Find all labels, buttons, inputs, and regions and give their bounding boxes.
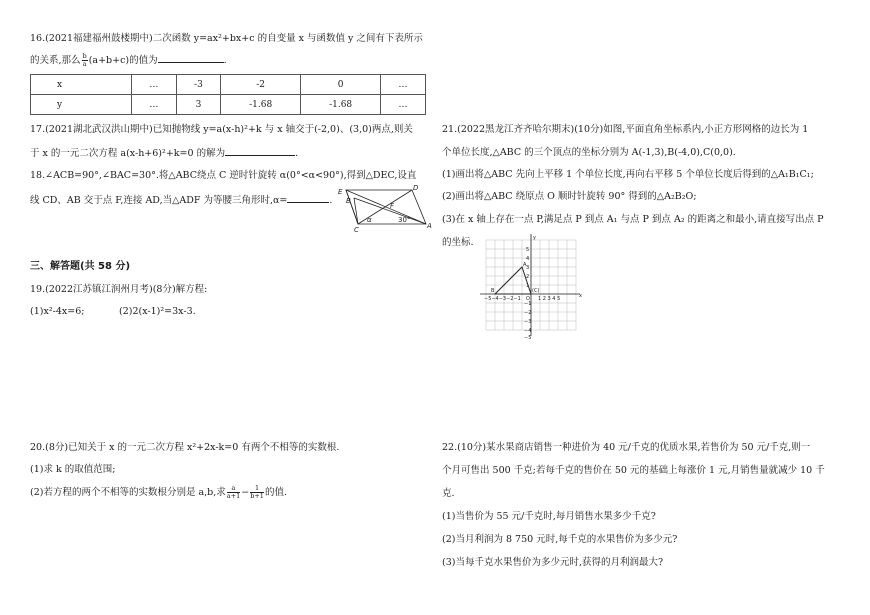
q16-value-table: [30, 74, 426, 115]
q21-label-B: B: [491, 288, 495, 294]
q17-answer-blank[interactable]: [225, 145, 295, 156]
q21-label-O: O: [526, 296, 530, 302]
q19-line1: 19.(2022江苏镇江润州月考)(8分)解方程:: [30, 284, 208, 295]
q21-ytick: 4: [526, 256, 530, 262]
table-cell: -1.68: [301, 95, 381, 115]
q18-label-A: A: [427, 222, 432, 230]
q18-line2-text: 线 CD、AB 交于点 F,连接 AD,当△ADF 为等腰三角形时,α=: [30, 195, 288, 206]
table-cell: …: [381, 95, 426, 115]
table-cell: -1.68: [221, 95, 301, 115]
q21-ytick: −5: [524, 335, 532, 341]
q18-answer-blank[interactable]: [287, 192, 329, 203]
q16-line2-prefix: 的关系,那么: [30, 55, 81, 66]
table-cell: x: [31, 75, 132, 95]
q21-part3a: (3)在 x 轴上存在一点 P,满足点 P 到点 A₁ 与点 P 到点 A₂ 的距离之和最小,请直接写出点 P: [442, 214, 824, 225]
q20-minus: −: [241, 487, 250, 498]
q18-line2-end: .: [329, 195, 333, 206]
q16-line1: 16.(2021福建福州鼓楼期中)二次函数 y=ax²+bx+c 的自变量 x 与函数值 y 之间有下表所示: [30, 33, 423, 44]
q19-part1: (1)x²-4x=6;: [30, 306, 85, 317]
q21-label-y: y: [533, 235, 536, 241]
table-cell: y: [31, 95, 132, 115]
q20-fraction-1: [227, 485, 240, 500]
q20-f2-num: 1: [250, 485, 264, 493]
q21-label-C: (C): [532, 288, 540, 294]
q18-label-alpha: α: [367, 216, 372, 224]
q18-line1: 18.∠ACB=90°,∠BAC=30°.将△ABC绕点 C 逆时针旋转 α(0°<α<90°),得到△DEC,设直: [30, 170, 417, 181]
q21-xticks-pos: 1 2 3 4 5: [538, 296, 561, 302]
table-row: [31, 95, 426, 115]
q17-line1: 17.(2021湖北武汉洪山期中)已知抛物线 y=a(x-h)²+k 与 x 轴交于(-2,0)、(3,0)两点,则关: [30, 124, 413, 135]
q19-part2: (2)2(x-1)²=3x-3.: [119, 306, 196, 317]
q21-ytick: 2: [526, 274, 530, 280]
q20-f2-den: b+1: [250, 492, 264, 500]
q20-part1: (1)求 k 的取值范围;: [30, 464, 116, 475]
q21-ytick: −4: [524, 328, 532, 334]
q18-label-F: F: [390, 202, 395, 210]
q21-line2: 个单位长度,△ABC 的三个顶点的坐标分别为 A(-1,3),B(-4,0),C(0,0).: [442, 147, 736, 158]
q21-ytick: 5: [526, 247, 530, 253]
table-row: [31, 75, 426, 95]
q16-answer-blank[interactable]: [158, 52, 224, 63]
q16-frac-num: b: [82, 52, 87, 60]
q21-part3b: 的坐标.: [442, 237, 474, 248]
q20-line1: 20.(8分)已知关于 x 的一元二次方程 x²+2x-k=0 有两个不相等的实数根.: [30, 442, 340, 453]
q22-part1: (1)当售价为 55 元/千克时,每月销售水果多少千克?: [442, 511, 656, 522]
q17-line2-end: .: [295, 148, 299, 159]
q16-fraction: [82, 53, 88, 68]
table-cell: …: [132, 75, 177, 95]
table-cell: -3: [176, 75, 220, 95]
q18-line2: [30, 192, 332, 207]
q21-coordinate-grid: [466, 230, 586, 342]
section-heading: 三、解答题(共 58 分): [30, 261, 131, 272]
q18-label-D: D: [413, 184, 419, 192]
q21-xticks-neg: −5−4−3−2−1: [484, 296, 521, 302]
q22-line1: 22.(10分)某水果商店销售一种进价为 40 元/千克的优质水果,若售价为 50 元/千克,则一: [442, 442, 811, 453]
table-cell: -2: [221, 75, 301, 95]
q21-label-x: x: [579, 293, 582, 299]
q20-part2-suffix: 的值.: [264, 487, 287, 498]
table-cell: 3: [176, 95, 220, 115]
q17-line2: [30, 145, 298, 160]
q21-ytick: 3: [526, 265, 530, 271]
q16-frac-den: a: [82, 60, 87, 68]
q21-line1: 21.(2022黑龙江齐齐哈尔期末)(10分)如图,平面直角坐标系内,小正方形网格的边长为 1: [442, 124, 809, 135]
table-cell: …: [381, 75, 426, 95]
q21-ytick: 1: [526, 283, 530, 289]
table-cell: 0: [301, 75, 381, 95]
q16-line2-end: .: [223, 55, 227, 66]
q16-line2: [30, 52, 227, 68]
q20-fraction-2: [250, 485, 264, 500]
q18-label-angle: 30°: [398, 216, 411, 224]
table-cell: …: [132, 95, 177, 115]
q18-figure: [332, 184, 432, 234]
q18-label-E: E: [338, 188, 343, 196]
q21-part2: (2)画出将△ABC 绕原点 O 顺时针旋转 90° 得到的△A₂B₂O;: [442, 191, 697, 202]
q18-label-C: C: [354, 226, 359, 234]
q21-ytick: −2: [524, 310, 532, 316]
q20-part2: [30, 485, 287, 500]
q20-part2-prefix: (2)若方程的两个不相等的实数根分别是 a,b,求: [30, 487, 226, 498]
q22-part2: (2)当月利润为 8 750 元时,每千克的水果售价为多少元?: [442, 534, 678, 545]
q16-line2-suffix: (a+b+c)的值为: [88, 55, 158, 66]
q20-f1-num: a: [227, 485, 240, 493]
q21-ytick: −1: [524, 301, 532, 307]
q21-label-A: A: [523, 262, 527, 268]
q21-ytick: −3: [524, 319, 532, 325]
q22-part3: (3)当每千克水果售价为多少元时,获得的月利润最大?: [442, 557, 664, 568]
q17-line2-text: 于 x 的一元二次方程 a(x-h+6)²+k=0 的解为: [30, 148, 226, 159]
q18-label-B: B: [346, 197, 351, 205]
q22-line2: 个月可售出 500 千克;若每千克的售价在 50 元的基础上每涨价 1 元,月销售量就减少 10 千: [442, 465, 825, 476]
q21-part1: (1)画出将△ABC 先向上平移 1 个单位长度,再向右平移 5 个单位长度后得到的△A₁B₁C₁;: [442, 169, 814, 180]
q22-line3: 克.: [442, 488, 455, 499]
q20-f1-den: a+1: [226, 492, 241, 500]
